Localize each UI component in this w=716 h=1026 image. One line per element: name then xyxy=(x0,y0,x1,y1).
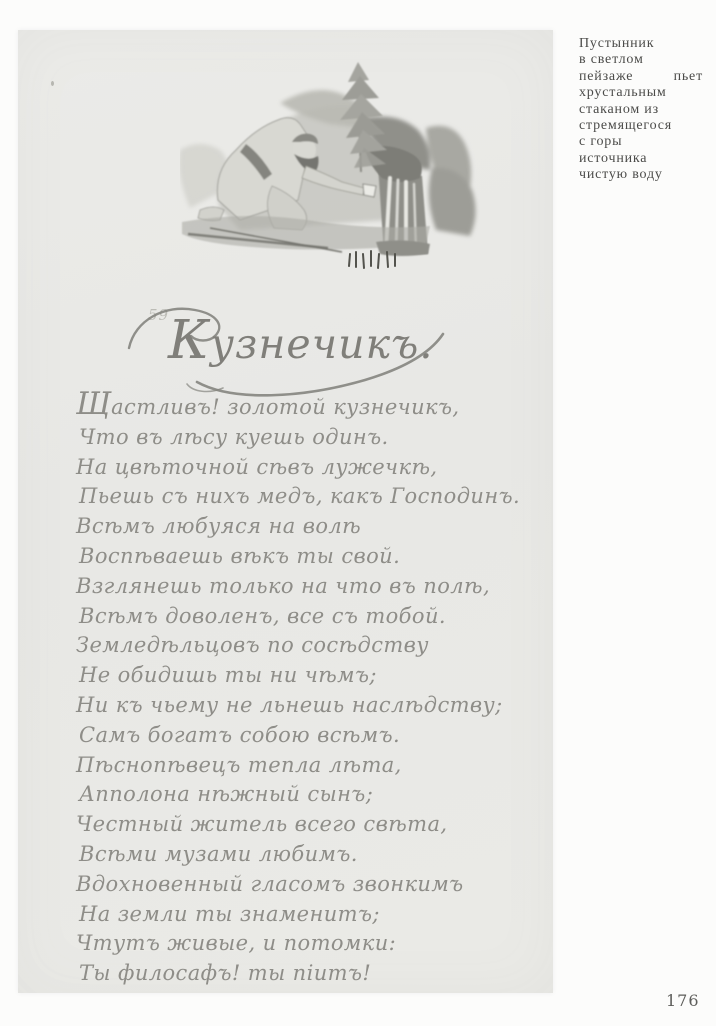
caption-line: Пустынник xyxy=(579,36,655,51)
poem-line: Всѣмъ любуяся на волѣ xyxy=(76,514,362,539)
caption-line xyxy=(579,69,703,85)
poem-line: На земли ты знаменитъ; xyxy=(79,901,380,926)
page-number: 176 xyxy=(666,991,700,1010)
grass-tufts-shape xyxy=(349,251,395,268)
caption-line: с горы xyxy=(579,134,623,150)
caption-line: стаканом из xyxy=(579,101,659,117)
folio-number: 59 xyxy=(148,306,170,324)
poem-line: Воспѣваешь вѣкъ ты свой. xyxy=(79,543,401,568)
poem-line: Щастливъ! золотой кузнечикъ, xyxy=(76,387,460,422)
poem-line: Пѣснопѣвецъ тепла лѣта, xyxy=(76,752,402,777)
caption-line: хрустальным xyxy=(579,85,667,101)
caption-word: пейзаже xyxy=(579,68,634,84)
poem-line: Всѣмъ доволенъ, все съ тобой. xyxy=(79,603,446,628)
poem-line: Всѣми музами любимъ. xyxy=(79,841,358,866)
margin-caption xyxy=(579,36,703,184)
poem-title: Кузнечикъ. xyxy=(168,309,434,371)
poem-line: Что въ лѣсу куешь одинъ. xyxy=(79,424,389,449)
caption-word: пьет xyxy=(673,68,703,84)
poem-line: Чтутъ живые, и потомки: xyxy=(76,931,397,956)
hermit-spring-illustration-icon xyxy=(180,58,480,273)
manuscript-scan xyxy=(18,30,553,993)
poem-line: Вдохновенный гласомъ звонкимъ xyxy=(76,871,464,896)
poem-line: Ни къ чьему не льнешь наслѣдству; xyxy=(76,692,503,717)
poem-line: Земледѣльцовъ по сосѣдству xyxy=(76,633,429,658)
poem-line: Честный житель всего свѣта, xyxy=(76,812,448,837)
caption-line: чистую воду xyxy=(579,167,663,183)
poem-line: Самъ богатъ собою всѣмъ. xyxy=(79,722,401,747)
caption-line: источника xyxy=(579,150,648,166)
caption-line: в светлом xyxy=(579,52,644,68)
poem-line: Не обидишь ты ни чѣмъ; xyxy=(79,663,377,688)
poem-text xyxy=(76,387,546,989)
poem-line: На цвѣточной сѣвъ лужечкѣ, xyxy=(76,454,438,479)
poem-line: Ты филосафъ! ты пiитъ! xyxy=(79,961,372,986)
caption-line: стремящегося xyxy=(579,118,673,134)
poem-line: Взглянешь только на что въ полѣ, xyxy=(76,573,491,598)
rock-wash-shapes xyxy=(180,90,476,236)
scan-speck xyxy=(51,81,54,86)
poem-line: Апполона нѣжный сынъ; xyxy=(79,782,374,807)
poem-line: Пьешь съ нихъ медъ, какъ Господинъ. xyxy=(79,484,521,509)
